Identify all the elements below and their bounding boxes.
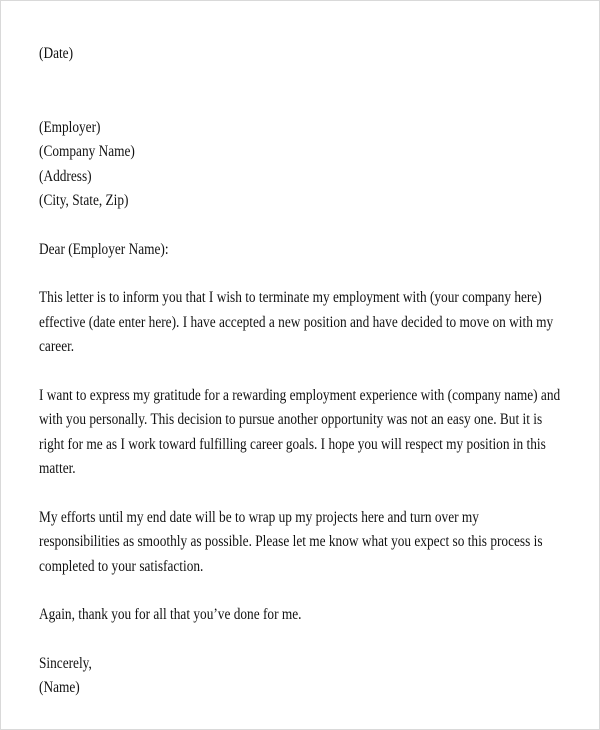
- paragraph-line: effective (date enter here). I have accepted a new position and have decided to move on with my: [39, 313, 554, 331]
- salutation: Dear (Employer Name):: [39, 240, 169, 258]
- signature-name: (Name): [39, 679, 80, 696]
- address-street: (Address): [39, 167, 92, 185]
- resignation-letter: [39, 42, 561, 701]
- paragraph-gratitude: [39, 384, 565, 482]
- address-company: (Company Name): [39, 143, 135, 160]
- paragraph-line: completed to your satisfaction.: [39, 557, 204, 575]
- paragraph-line: with you personally. This decision to pursue another opportunity was not an easy one. But it is: [39, 411, 543, 428]
- paragraph-line: responsibilities as smoothly as possible. Please let me know what you expect so this process is: [39, 533, 543, 550]
- paragraph-transition: [39, 506, 565, 580]
- paragraph-intent: [39, 286, 565, 360]
- paragraph-line: This letter is to inform you that I wish to terminate my employment with (your company here): [39, 289, 542, 306]
- recipient-address: [39, 116, 495, 214]
- paragraph-line: career.: [39, 338, 75, 355]
- letter-date: (Date): [39, 45, 74, 62]
- paragraph-line: My efforts until my end date will be to wrap up my projects here and turn over my: [39, 508, 479, 526]
- paragraph-line: matter.: [39, 460, 76, 477]
- address-city-state-zip: (City, State, Zip): [39, 192, 129, 209]
- closing-thanks: Again, thank you for all that you’ve done for me.: [39, 606, 302, 623]
- paragraph-line: I want to express my gratitude for a rewarding employment experience with (company name) and: [39, 386, 561, 404]
- paragraph-line: right for me as I work toward fulfilling career goals. I hope you will respect my position in this: [39, 435, 546, 453]
- address-employer: (Employer): [39, 118, 101, 136]
- closing-sincerely: Sincerely,: [39, 654, 92, 672]
